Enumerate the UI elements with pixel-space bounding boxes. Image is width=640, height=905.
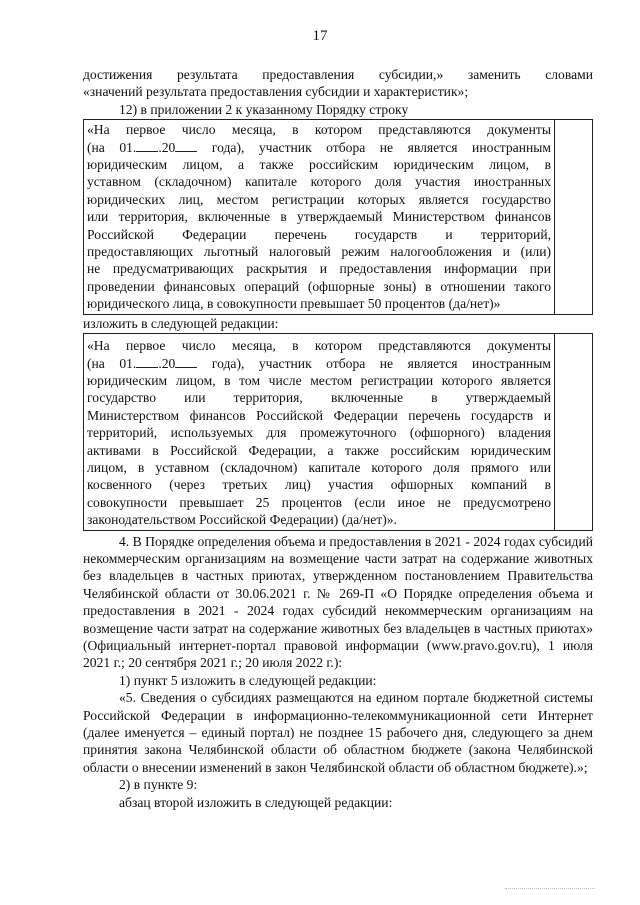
new-row-line: «На первое число месяца, в котором представляются документы (87, 338, 551, 354)
document-body (83, 66, 593, 811)
old-row-line: юридическим лицом, а также российским юридическим лицом, в (87, 157, 551, 173)
new-row-line: законодательством Российской Федерации) (да/нет)». (87, 512, 397, 528)
scan-artifact (505, 888, 595, 892)
old-row-line: не предусматривающих раскрытия и предоставления информации при (87, 261, 551, 277)
new-row-line: лицом, в уставном (складочном) капитале которого доля прямого или (87, 459, 551, 475)
old-row-table (83, 119, 593, 314)
page-number: 17 (312, 28, 328, 44)
section-4-item-1: 1) пункт 5 изложить в следующей редакции: (119, 672, 377, 688)
intro-line-1: достижения результата предоставления субсидии,» заменить словами (83, 67, 593, 82)
old-row-line: или территория, включенные в утверждаемый Министерством финансов (87, 209, 551, 225)
old-row-line: предоставляющих льготный налоговый режим налогообложения и (или) (87, 244, 551, 260)
old-row-line: Российской Федерации перечень государств и территорий, (87, 226, 551, 242)
old-row-line: «На первое число месяца, в котором представляются документы (87, 122, 551, 138)
new-row-text (84, 334, 555, 529)
old-row-line: проведении финансовых операций (офшорные зоны) в отношении такого (87, 278, 551, 294)
old-row-line: (на 01. .20 года), участник отбора не является иностранным (87, 139, 551, 155)
new-row-line: Министерством финансов Российской Федерации перечень государств и (87, 407, 551, 423)
section-4-item-2-text: абзац второй изложить в следующей редакции: (119, 794, 393, 810)
new-row-line: государство или территория, включенные в утверждаемый (87, 390, 551, 406)
section-4-paragraph: 4. В Порядке определения объема и предоставления в 2021 - 2024 годах субсидий некоммерческим организациям на возмещение части затрат на содержание животных без владельцев в частных приютах, утвержденном постановлением Правительства Челябинской области от 30.06.2021 г. № 269-П «О Порядке определения объема и предоставления в 2021 - 2024 годах субсидий некоммерческим организациям на возмещение части затрат на содержание животных без владельцев в частных приютах» (Официальный интернет-портал правовой информации (www.pravo.gov.ru), 1 июля 2021 г.; 20 сентября 2021 г.; 20 июля 2022 г.): (83, 533, 593, 671)
old-row-line: уставном (складочном) капитале которого доля участия иностранных (87, 174, 551, 190)
old-row-line: юридического лица, в совокупности превышает 50 процентов (да/нет)» (87, 296, 501, 312)
new-row-line: юридическим лицом, в том числе местом регистрации которого является (87, 372, 551, 388)
new-row-empty-cell (555, 334, 592, 529)
new-row-line: косвенного (через третьих лиц) участия офшорных компаний в (87, 477, 551, 493)
item-12: 12) в приложении 2 к указанному Порядку строку (119, 101, 409, 117)
old-row-line: юридических лиц, местом регистрации которых является государство (87, 191, 551, 207)
new-row-line: активами в Российской Федерации, а также российским юридическим (87, 442, 551, 458)
new-row-table (83, 334, 593, 530)
new-row-line: территорий, используемых для промежуточного (офшорного) владения (87, 425, 551, 441)
old-row-text (84, 120, 555, 313)
intro-line-2: «значений результата предоставления субсидии и характеристик»; (83, 84, 469, 100)
new-row-line: совокупности превышает 25 процентов (если иное не предусмотрено (87, 494, 551, 510)
middle-line: изложить в следующей редакции: (83, 315, 593, 334)
section-4-item-2: 2) в пункте 9: (119, 777, 198, 793)
old-row-empty-cell (555, 120, 592, 313)
new-row-line: (на 01. .20 года), участник отбора не является иностранным (87, 355, 551, 371)
section-4-item-1-text: «5. Сведения о субсидиях размещаются на едином портале бюджетной системы Российской Федерации в информационно-телекоммуникационной сети Интернет (далее именуется – единый портал) не позднее 15 рабочего дня, следующего за днем принятия закона Челябинской области об областном бюджете (закона Челябинской области о внесении изменений в закон Челябинской области об областном бюджете).»; (83, 690, 593, 775)
